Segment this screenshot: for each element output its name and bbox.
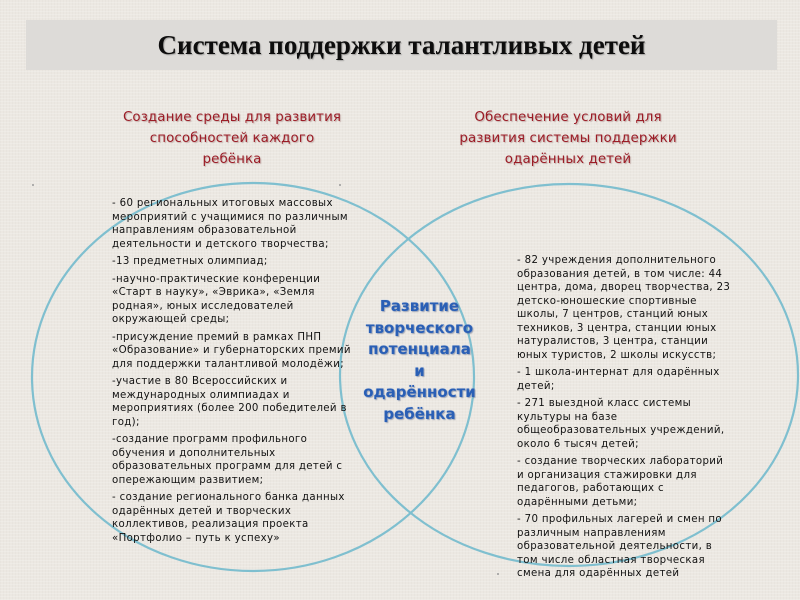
list-item: - 60 региональных итоговых массовых мероприятий с учащимися по различным направлениям образовательной деятельности и детского творчества; [112,198,348,250]
decorative-dot [339,184,341,186]
intersection-line: Развитие [379,297,460,315]
intersection-label [352,296,487,425]
left-heading-line: способностей каждого [149,131,315,146]
list-item: -13 предметных олимпиад; [112,256,268,267]
right-heading-line: развития системы поддержки [459,131,677,146]
list-item: - создание регионального банка данных одарённых детей и творческих коллективов, реализация проекта «Портфолио – путь к успеху» [112,492,345,544]
list-item: -присуждение премий в рамках ПНП «Образование» и губернаторских премий для поддержки талантливой молодёжи; [112,331,351,370]
page-title: Система поддержки талантливых детей [157,29,646,60]
intersection-line: потенциала [368,340,471,358]
list-item: - создание творческих лабораторий и организация стажировки для педагогов, работающих с одарёнными детьми; [517,456,724,508]
right-heading-line: одарённых детей [504,152,632,167]
decorative-dot [32,184,34,186]
left-circle-heading [92,107,372,170]
title-bar [26,20,777,70]
right-circle-heading [428,107,708,170]
list-item: -создание программ профильного обучения и дополнительных образовательных программ для детей с опережающим развитием; [112,434,343,486]
list-item: - 1 школа-интернат для одарённых детей; [517,367,720,392]
list-item: -участие в 80 Всероссийских и международных олимпиадах и мероприятиях (более 200 победителей в год); [112,376,347,428]
right-heading-line: Обеспечение условий для [474,110,662,125]
left-circle-list [112,197,362,549]
intersection-line: и [414,361,425,380]
list-item: - 271 выездной класс системы культуры на базе общеобразовательных учреждений, около 6 тысяч детей; [517,398,725,450]
list-item: -научно-практические конференции «Старт в науку», «Эврика», «Земля родная», юных исследователей окружающей среды; [112,273,321,325]
intersection-line: творческого [365,318,474,337]
intersection-line: одарённости [363,383,476,401]
list-item: - 82 учреждения дополнительного образования детей, в том числе: 44 центра, дома, дворец творчества, 23 детско-юношеские спортивные школы, 7 центров, станций юных техников, 3 центра, станции юных натуралистов, 3 центра, станции юных туристов, 2 школы искусств; [517,255,731,361]
left-heading-line: Создание среды для развития [122,110,342,125]
decorative-dot [497,573,499,575]
intersection-line: ребёнка [383,404,456,423]
list-item: - 70 профильных лагерей и смен по различным направлениям образовательной деятельности, в том числе областная творческая смена для одарённых детей [517,514,723,579]
right-circle-list [517,254,732,585]
left-heading-line: ребёнка [202,152,262,167]
